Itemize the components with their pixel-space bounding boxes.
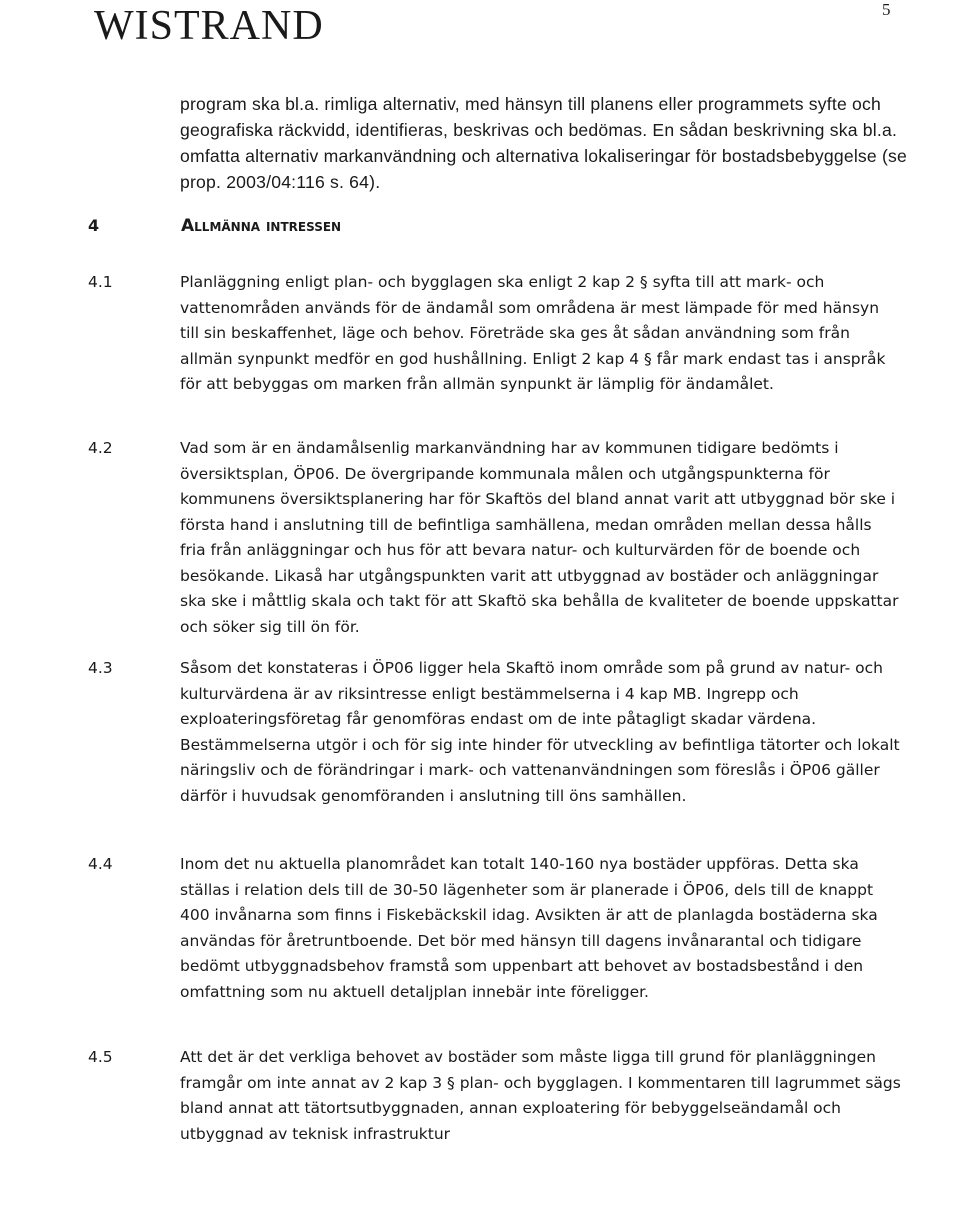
- page-number: 5: [882, 0, 891, 19]
- section-text: Såsom det konstateras i ÖP06 ligger hela Skaftö inom område som på grund av natur- och kulturvärdena är av riksintresse enligt bestämmelserna i 4 kap MB. Ingrepp och exploateringsföretag får genomföras endast om de inte påtagligt skadar värdena. Bestämmelserna utgör i och för sig inte hinder för utveckling av befintliga tätorter och lokalt näringsliv och de förändringar i mark- och vattenanvändningen som föreslås i ÖP06 gäller därför i huvudsak genomföranden i anslutning till öns samhällen.: [180, 659, 900, 805]
- section-text: Inom det nu aktuella planområdet kan totalt 140-160 nya bostäder uppföras. Detta ska ställas i relation dels till de 30-50 lägenheter som är planerade i ÖP06, dels till de knappt 400 invånarna som finns i Fiskebäckskil idag. Avsikten är att de planlagda bostäderna ska användas för åretruntboende. Det bör med hänsyn till dagens invånarantal och tidigare bedömt utbyggnadsbehov framstå som uppenbart att behovet av bostadsbestånd i den omfattning som nu aktuell detaljplan innebär inte föreligger.: [180, 855, 878, 1001]
- section-number: 4.2: [88, 439, 113, 457]
- section-4-5: [88, 1045, 920, 1147]
- section-number: 4.1: [88, 273, 113, 291]
- section-number: 4.3: [88, 659, 113, 677]
- section-4-4: [88, 852, 920, 1005]
- section-number: 4.5: [88, 1048, 113, 1066]
- section-4-1: [88, 270, 920, 398]
- heading-title: Allmänna intressen: [181, 216, 342, 236]
- brand-title: WISTRAND: [94, 3, 324, 49]
- section-number: 4.4: [88, 855, 113, 873]
- intro-paragraph: program ska bl.a. rimliga alternativ, med hänsyn till planens eller programmets syfte och geografiska räckvidd, identifieras, beskrivas och bedömas. En sådan beskrivning ska bl.a. omfatta alternativ markanvändning och alternativa lokaliseringar för bostadsbebyggelse (se prop. 2003/04:116 s. 64).: [180, 94, 908, 192]
- section-text: Planläggning enligt plan- och bygglagen ska enligt 2 kap 2 § syfta till att mark- och vattenområden används för de ändamål som områdena är mest lämpade för med hänsyn till sin beskaffenhet, läge och behov. Företräde ska ges åt sådan användning som från allmän synpunkt medför en god hushållning. Enligt 2 kap 4 § får mark endast tas i anspråk för att bebyggas om marken från allmän synpunkt är lämplig för ändamålet.: [180, 273, 886, 393]
- section-text: Vad som är en ändamålsenlig markanvändning har av kommunen tidigare bedömts i översiktsplan, ÖP06. De övergripande kommunala målen och utgångspunkterna för kommunens översiktsplanering har för Skaftös del bland annat varit att utbyggnad bör ske i första hand i anslutning till de befintliga samhällena, medan områden mellan dessa hålls fria från anläggningar och hus för att bevara natur- och kulturvärden för de boende och besökande. Likaså har utgångspunkten varit att utbyggnad av bostäder och anläggningar ska ske i måttlig skala och takt för att Skaftö ska behålla de kvaliteter de boende uppskattar och söker sig till ön för.: [180, 439, 899, 636]
- section-text: Att det är det verkliga behovet av bostäder som måste ligga till grund för planläggningen framgår om inte annat av 2 kap 3 § plan- och bygglagen. I kommentaren till lagrummet sägs bland annat att tätortsutbyggnaden, annan exploatering för bebyggelseändamål och utbyggnad av teknisk infrastruktur: [180, 1048, 901, 1143]
- section-4-2: [88, 436, 920, 640]
- section-4-3: [88, 656, 920, 809]
- heading-number: 4: [88, 216, 100, 235]
